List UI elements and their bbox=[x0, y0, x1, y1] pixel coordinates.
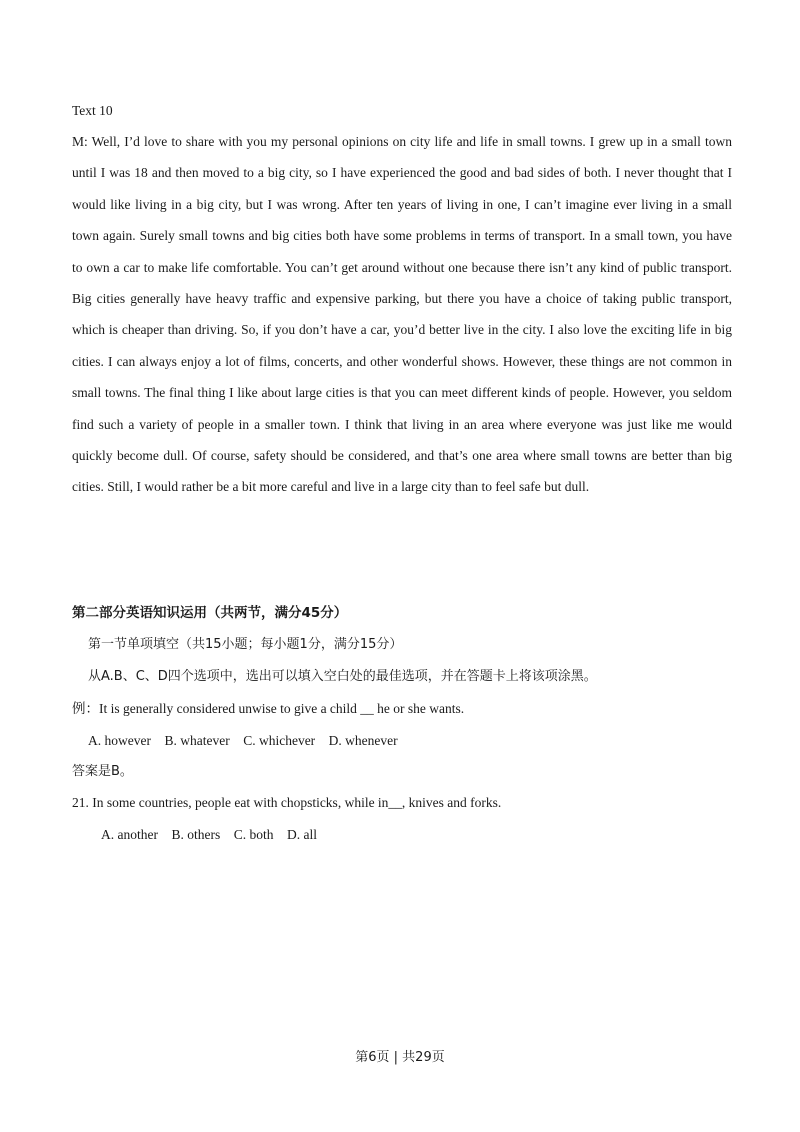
example-question: 例：It is generally considered unwise to give a child __ he or she wants. bbox=[72, 701, 465, 716]
text-heading: Text 10 bbox=[72, 103, 113, 118]
example-options: A. however B. whatever C. whichever D. whenever bbox=[88, 733, 398, 748]
example-answer: 答案是B。 bbox=[72, 764, 133, 779]
question-21-options: A. another B. others C. both D. all bbox=[101, 827, 317, 842]
instruction-text: 从A.B、C、D四个选项中，选出可以填入空白处的最佳选项，并在答题卡上将该项涂黑。 bbox=[88, 669, 597, 684]
transcript-passage: M: Well, I’d love to share with you my personal opinions on city life and life in small towns. I grew up in a small town until I was 18 and then moved to a big city, so I have experienced the good and bad sides of both. I never thought that I would like living in a big city, but I was wrong. After ten years of living in one, I can’t imagine ever living in a small town again. Surely small towns and big cities both have some problems in terms of transport. In a small town, you have to own a car to make life comfortable. You can’t get around without one because there isn’t any kind of public transport. Big cities generally have heavy traffic and expensive parking, but there you have a choice of taking public transport, which is cheaper than driving. So, if you don’t have a car, you’d better live in the city. I also love the exciting life in big cities. I can always enjoy a lot of films, concerts, and other wonderful shows. However, these things are not common in small towns. The final thing I like about large cities is that you can meet different kinds of people. However, you seldom find such a variety of people in a smaller town. I think that living in an area where everyone was just like me would quickly become dull. Of course, safety should be considered, and that’s one area where small towns are better than big cities. Still, I would rather be a bit more careful and live in a large city than to feel safe but dull. bbox=[72, 134, 732, 495]
question-21: 21. In some countries, people eat with chopsticks, while in__, knives and forks. bbox=[72, 795, 502, 810]
page-number-footer: 第6页 | 共29页 bbox=[355, 1050, 445, 1065]
part2-title: 第二部分英语知识运用（共两节，满分45分） bbox=[72, 605, 348, 621]
section1-heading: 第一节单项填空（共15小题；每小题1分，满分15分） bbox=[88, 637, 403, 652]
listening-transcript bbox=[72, 100, 732, 503]
